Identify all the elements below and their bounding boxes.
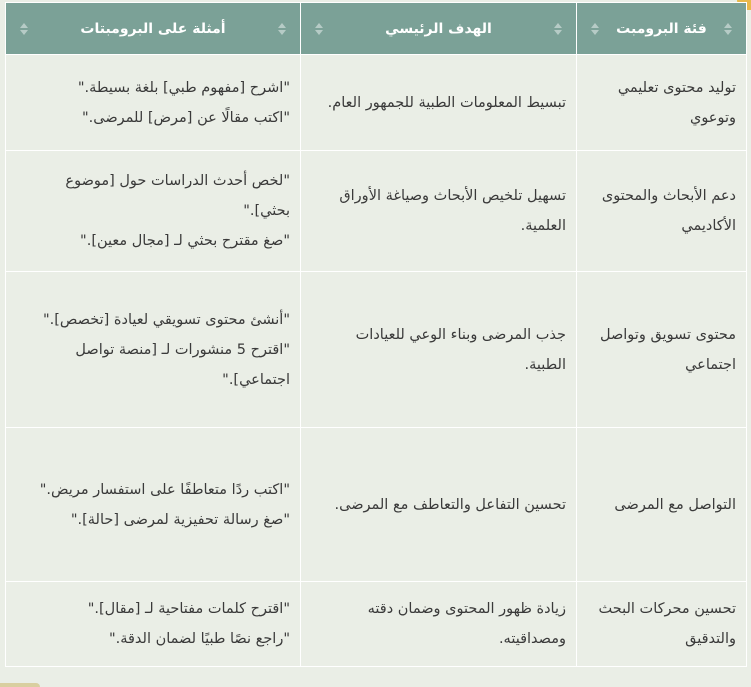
cell-category: تحسين محركات البحث والتدقيق <box>577 582 747 667</box>
cell-examples <box>6 582 301 667</box>
sort-arrows-icon[interactable] <box>591 21 599 37</box>
cell-category: توليد محتوى تعليمي وتوعوي <box>577 55 747 151</box>
example-prompt: "اقترح 5 منشورات لـ [منصة تواصل اجتماعي]." <box>75 341 290 388</box>
prompt-categories-table <box>5 2 747 667</box>
cell-examples <box>6 55 301 151</box>
cell-examples <box>6 272 301 428</box>
cell-goal: زيادة ظهور المحتوى وضمان دقته ومصداقيته. <box>301 582 577 667</box>
example-prompt: "صغ رسالة تحفيزية لمرضى [حالة]." <box>70 511 290 528</box>
example-prompt: "اقترح كلمات مفتاحية لـ [مقال]." <box>87 601 290 617</box>
table-row <box>6 55 747 151</box>
header-examples[interactable] <box>6 3 301 55</box>
cell-category: محتوى تسويق وتواصل اجتماعي <box>577 272 747 428</box>
sort-arrows-icon[interactable] <box>315 21 323 37</box>
sort-arrows-icon[interactable] <box>554 21 562 37</box>
table-row <box>6 428 747 582</box>
cell-goal: تسهيل تلخيص الأبحاث وصياغة الأوراق العلمية. <box>301 151 577 272</box>
example-prompt: "صغ مقترح بحثي لـ [مجال معين]." <box>80 233 290 249</box>
table-row <box>6 151 747 272</box>
cell-category: التواصل مع المرضى <box>577 428 747 582</box>
cell-goal: تبسيط المعلومات الطبية للجمهور العام. <box>301 55 577 151</box>
cell-category: دعم الأبحاث والمحتوى الأكاديمي <box>577 151 747 272</box>
header-category[interactable] <box>577 3 747 55</box>
header-examples-label: أمثلة على البرومبتات <box>80 20 226 37</box>
table-header-row <box>6 3 747 55</box>
cell-goal: جذب المرضى وبناء الوعي للعيادات الطبية. <box>301 272 577 428</box>
table-row <box>6 272 747 428</box>
cell-examples <box>6 428 301 582</box>
bottom-accent <box>0 683 40 687</box>
header-goal[interactable] <box>301 3 577 55</box>
sort-arrows-icon[interactable] <box>724 21 732 37</box>
example-prompt: "راجع نصًا طبيًا لضمان الدقة." <box>108 631 290 647</box>
example-prompt: "لخص أحدث الدراسات حول [موضوع بحثي]." <box>65 173 290 219</box>
header-category-label: فئة البرومبت <box>616 20 707 37</box>
example-prompt: "اكتب ردًا متعاطفًا على استفسار مريض." <box>39 481 290 498</box>
example-prompt: "اكتب مقالًا عن [مرض] للمرضى." <box>81 109 290 126</box>
cell-examples <box>6 151 301 272</box>
header-goal-label: الهدف الرئيسي <box>385 20 492 37</box>
example-prompt: "اشرح [مفهوم طبي] بلغة بسيطة." <box>77 79 290 96</box>
example-prompt: "أنشئ محتوى تسويقي لعيادة [تخصص]." <box>42 311 290 328</box>
sort-arrows-icon[interactable] <box>20 21 28 37</box>
table-row <box>6 582 747 667</box>
cell-goal: تحسين التفاعل والتعاطف مع المرضى. <box>301 428 577 582</box>
sort-arrows-icon[interactable] <box>278 21 286 37</box>
